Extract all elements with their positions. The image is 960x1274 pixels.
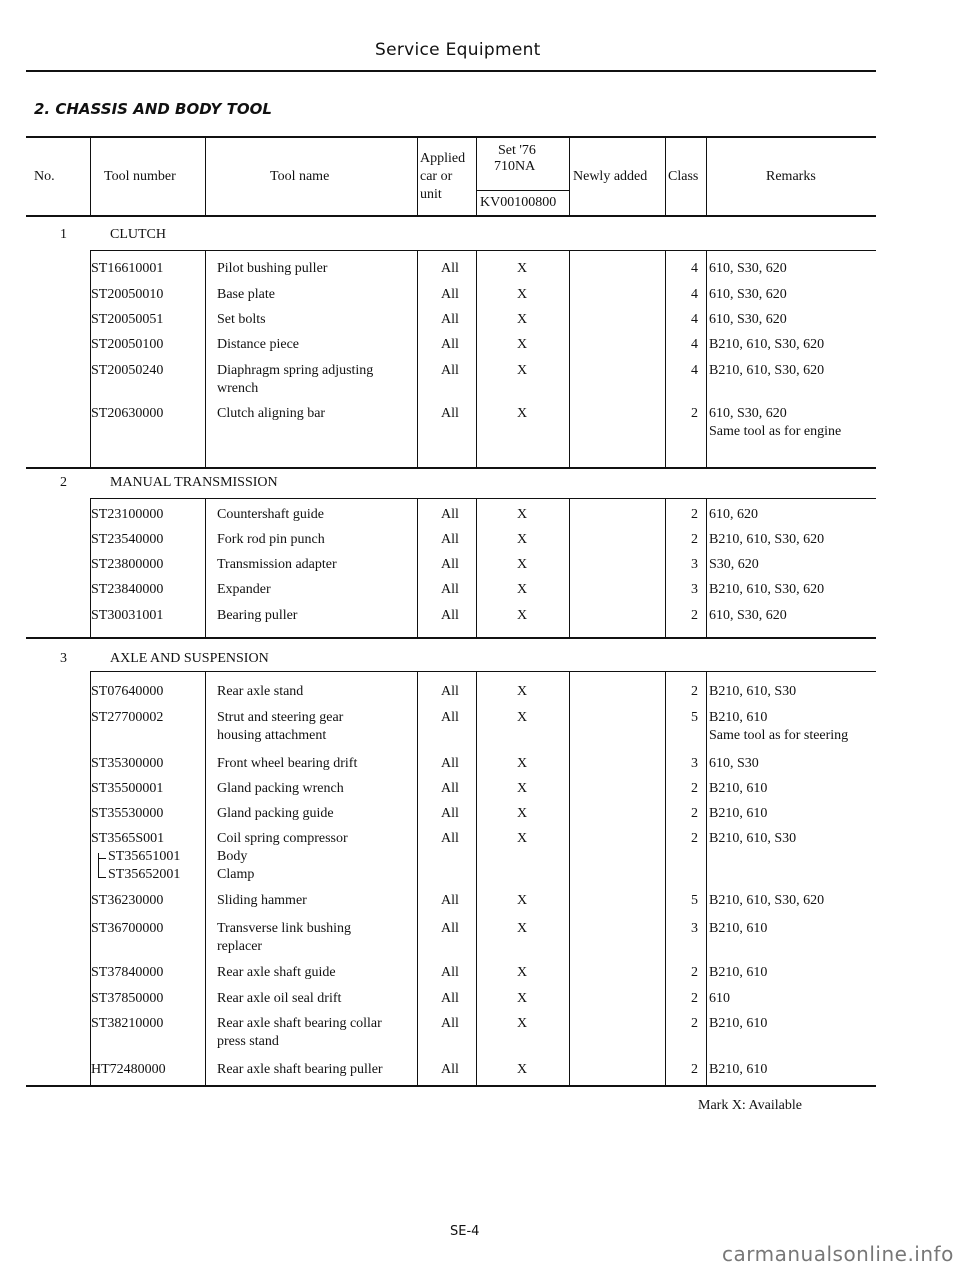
applied-unit: All xyxy=(441,507,459,522)
group-number: 1 xyxy=(60,227,67,242)
applied-unit: All xyxy=(441,337,459,352)
tool-name-line3: Clamp xyxy=(217,867,255,882)
applied-unit: All xyxy=(441,582,459,597)
col-divider xyxy=(665,671,666,1085)
tool-name: Countershaft guide xyxy=(217,507,324,522)
tool-number: ST20050010 xyxy=(91,287,164,302)
class-value: 3 xyxy=(691,756,698,771)
col-divider xyxy=(205,136,206,215)
applied-unit: All xyxy=(441,532,459,547)
class-value: 2 xyxy=(691,965,698,980)
class-value: 3 xyxy=(691,557,698,572)
remarks: B210, 610, S30 xyxy=(709,831,797,846)
tool-number: ST20630000 xyxy=(91,406,164,421)
col-divider xyxy=(706,136,707,215)
col-header-set: Set '76 xyxy=(498,143,536,158)
applied-unit: All xyxy=(441,608,459,623)
col-divider xyxy=(665,136,666,215)
set-mark: X xyxy=(517,557,528,572)
remarks: B210, 610, S30, 620 xyxy=(709,582,825,597)
class-value: 2 xyxy=(691,991,698,1006)
class-value: 2 xyxy=(691,406,698,421)
col-header-tool-name: Tool name xyxy=(270,169,330,184)
col-divider xyxy=(706,498,707,637)
tool-name-line2: wrench xyxy=(217,381,259,396)
applied-unit: All xyxy=(441,921,459,936)
tool-name: Rear axle oil seal drift xyxy=(217,991,342,1006)
applied-unit: All xyxy=(441,710,459,725)
tool-name: Distance piece xyxy=(217,337,300,352)
col-divider xyxy=(417,250,418,467)
applied-unit: All xyxy=(441,991,459,1006)
set-mark: X xyxy=(517,363,528,378)
remarks: 610, S30, 620 xyxy=(709,406,787,421)
col-divider xyxy=(665,250,666,467)
col-divider xyxy=(417,136,418,215)
tool-number: ST23800000 xyxy=(91,557,164,572)
remarks-line2: Same tool as for engine xyxy=(709,424,842,439)
watermark: carmanualsonline.info xyxy=(722,1242,954,1266)
applied-unit: All xyxy=(441,781,459,796)
tool-number: ST23100000 xyxy=(91,507,164,522)
class-value: 2 xyxy=(691,532,698,547)
section-title: 2. CHASSIS AND BODY TOOL xyxy=(34,100,272,118)
class-value: 2 xyxy=(691,684,698,699)
set-mark: X xyxy=(517,781,528,796)
col-divider xyxy=(476,136,477,215)
tool-number: ST20050240 xyxy=(91,363,164,378)
set-mark: X xyxy=(517,312,528,327)
applied-unit: All xyxy=(441,557,459,572)
col-header-applied: Applied xyxy=(420,151,466,166)
tool-name: Set bolts xyxy=(217,312,266,327)
remarks: B210, 610, S30, 620 xyxy=(709,532,825,547)
col-header-remarks: Remarks xyxy=(766,169,816,184)
tool-name: Strut and steering gear xyxy=(217,710,344,725)
legend: Mark X: Available xyxy=(698,1098,802,1113)
col-divider xyxy=(569,136,570,215)
group-2-rule xyxy=(90,498,876,499)
col-header-newly-added: Newly added xyxy=(573,169,648,184)
tool-number-sub: ST35651001 xyxy=(108,849,181,864)
class-value: 4 xyxy=(691,261,698,276)
col-divider xyxy=(569,671,570,1085)
table-top-rule xyxy=(26,136,876,138)
table-bottom-rule xyxy=(26,1085,876,1087)
tree-connector xyxy=(98,853,99,878)
col-divider xyxy=(665,498,666,637)
class-value: 4 xyxy=(691,337,698,352)
applied-unit: All xyxy=(441,261,459,276)
remarks: B210, 610 xyxy=(709,710,768,725)
tool-name: Clutch aligning bar xyxy=(217,406,326,421)
col-divider xyxy=(476,671,477,1085)
group-number: 3 xyxy=(60,651,67,666)
col-divider xyxy=(569,498,570,637)
col-divider xyxy=(569,250,570,467)
tool-name: Sliding hammer xyxy=(217,893,307,908)
group-title: CLUTCH xyxy=(110,227,166,242)
tool-name: Coil spring compressor xyxy=(217,831,348,846)
class-value: 2 xyxy=(691,1062,698,1077)
group-3-rule xyxy=(90,671,876,672)
set-mark: X xyxy=(517,406,528,421)
class-value: 2 xyxy=(691,806,698,821)
col-header-tool-number: Tool number xyxy=(104,169,176,184)
remarks: 610 xyxy=(709,991,730,1006)
tool-number: ST35300000 xyxy=(91,756,164,771)
tool-number: ST36700000 xyxy=(91,921,164,936)
remarks: 610, 620 xyxy=(709,507,758,522)
col-header-applied: car or xyxy=(420,169,453,184)
col-header-applied: unit xyxy=(420,187,442,202)
col-divider xyxy=(90,136,91,215)
applied-unit: All xyxy=(441,684,459,699)
set-mark: X xyxy=(517,1062,528,1077)
class-value: 3 xyxy=(691,582,698,597)
tool-number: ST07640000 xyxy=(91,684,164,699)
class-value: 4 xyxy=(691,363,698,378)
remarks: 610, S30, 620 xyxy=(709,312,787,327)
remarks: 610, S30 xyxy=(709,756,759,771)
applied-unit: All xyxy=(441,1016,459,1031)
class-value: 2 xyxy=(691,781,698,796)
class-value: 5 xyxy=(691,710,698,725)
tool-name: Gland packing guide xyxy=(217,806,334,821)
col-divider xyxy=(417,671,418,1085)
tool-number: ST30031001 xyxy=(91,608,164,623)
tool-number: ST37850000 xyxy=(91,991,164,1006)
class-value: 4 xyxy=(691,287,698,302)
set-mark: X xyxy=(517,893,528,908)
tool-number: ST36230000 xyxy=(91,893,164,908)
tool-name-line2: press stand xyxy=(217,1034,279,1049)
remarks-line2: Same tool as for steering xyxy=(709,728,849,743)
remarks: B210, 610, S30, 620 xyxy=(709,337,825,352)
group-title: MANUAL TRANSMISSION xyxy=(110,475,278,490)
tool-name-line2: replacer xyxy=(217,939,263,954)
tool-name: Transmission adapter xyxy=(217,557,337,572)
applied-unit: All xyxy=(441,363,459,378)
set-mark: X xyxy=(517,991,528,1006)
header-rule xyxy=(26,70,876,72)
group-number: 2 xyxy=(60,475,67,490)
applied-unit: All xyxy=(441,287,459,302)
tool-number: HT72480000 xyxy=(91,1062,166,1077)
remarks: S30, 620 xyxy=(709,557,759,572)
set-mark: X xyxy=(517,831,528,846)
remarks: B210, 610 xyxy=(709,965,768,980)
page-header: Service Equipment xyxy=(375,40,541,60)
tool-name: Fork rod pin punch xyxy=(217,532,325,547)
applied-unit: All xyxy=(441,893,459,908)
set-mark: X xyxy=(517,261,528,276)
set-mark: X xyxy=(517,921,528,936)
tool-number: ST37840000 xyxy=(91,965,164,980)
tool-name: Rear axle shaft guide xyxy=(217,965,336,980)
set-mark: X xyxy=(517,710,528,725)
tool-name: Rear axle shaft bearing collar xyxy=(217,1016,382,1031)
col-header-class: Class xyxy=(668,169,699,184)
col-divider xyxy=(205,498,206,637)
applied-unit: All xyxy=(441,312,459,327)
col-divider xyxy=(205,250,206,467)
col-header-no: No. xyxy=(34,169,55,184)
tool-number: ST20050051 xyxy=(91,312,164,327)
tool-number: ST38210000 xyxy=(91,1016,164,1031)
applied-unit: All xyxy=(441,831,459,846)
tool-number: ST27700002 xyxy=(91,710,164,725)
set-mark: X xyxy=(517,1016,528,1031)
set-mark: X xyxy=(517,608,528,623)
applied-unit: All xyxy=(441,756,459,771)
tool-name: Front wheel bearing drift xyxy=(217,756,358,771)
col-divider xyxy=(417,498,418,637)
class-value: 2 xyxy=(691,831,698,846)
tool-name: Rear axle shaft bearing puller xyxy=(217,1062,383,1077)
class-value: 5 xyxy=(691,893,698,908)
tool-number: ST20050100 xyxy=(91,337,164,352)
tool-number: ST23840000 xyxy=(91,582,164,597)
applied-unit: All xyxy=(441,806,459,821)
set-mark: X xyxy=(517,287,528,302)
set-mark: X xyxy=(517,806,528,821)
tool-number: ST16610001 xyxy=(91,261,164,276)
col-divider xyxy=(706,250,707,467)
remarks: B210, 610, S30 xyxy=(709,684,797,699)
remarks: B210, 610 xyxy=(709,781,768,796)
group-1-rule xyxy=(90,250,876,251)
tool-number-sub: ST35652001 xyxy=(108,867,181,882)
tool-number: ST35530000 xyxy=(91,806,164,821)
group-1-end-rule xyxy=(26,467,876,469)
col-header-set-code: KV00100800 xyxy=(480,195,557,210)
tool-name: Diaphragm spring adjusting xyxy=(217,363,374,378)
class-value: 3 xyxy=(691,921,698,936)
tool-number: ST23540000 xyxy=(91,532,164,547)
group-2-end-rule xyxy=(26,637,876,639)
set-mark: X xyxy=(517,337,528,352)
col-divider xyxy=(476,498,477,637)
tree-connector xyxy=(98,877,106,878)
tool-name: Rear axle stand xyxy=(217,684,304,699)
tool-name-line2: Body xyxy=(217,849,248,864)
tool-name-line2: housing attachment xyxy=(217,728,327,743)
set-mark: X xyxy=(517,532,528,547)
tool-name: Gland packing wrench xyxy=(217,781,344,796)
tool-number: ST3565S001 xyxy=(91,831,165,846)
table-header-rule xyxy=(26,215,876,217)
col-divider xyxy=(90,250,91,467)
tool-name: Transverse link bushing xyxy=(217,921,352,936)
remarks: B210, 610, S30, 620 xyxy=(709,363,825,378)
set-mark: X xyxy=(517,965,528,980)
tool-name: Expander xyxy=(217,582,271,597)
set-mark: X xyxy=(517,507,528,522)
set-mark: X xyxy=(517,756,528,771)
remarks: B210, 610, S30, 620 xyxy=(709,893,825,908)
class-value: 4 xyxy=(691,312,698,327)
page-number: SE-4 xyxy=(450,1224,480,1239)
set-mark: X xyxy=(517,582,528,597)
col-header-set: 710NA xyxy=(494,159,536,174)
applied-unit: All xyxy=(441,1062,459,1077)
tree-connector xyxy=(98,858,106,859)
class-value: 2 xyxy=(691,507,698,522)
remarks: B210, 610 xyxy=(709,1016,768,1031)
col-divider xyxy=(706,671,707,1085)
tool-name: Bearing puller xyxy=(217,608,298,623)
set-code-rule xyxy=(476,190,569,191)
applied-unit: All xyxy=(441,406,459,421)
tool-number: ST35500001 xyxy=(91,781,164,796)
set-mark: X xyxy=(517,684,528,699)
tool-name: Base plate xyxy=(217,287,275,302)
class-value: 2 xyxy=(691,608,698,623)
remarks: 610, S30, 620 xyxy=(709,608,787,623)
group-title: AXLE AND SUSPENSION xyxy=(110,651,269,666)
class-value: 2 xyxy=(691,1016,698,1031)
col-divider xyxy=(205,671,206,1085)
remarks: 610, S30, 620 xyxy=(709,261,787,276)
remarks: 610, S30, 620 xyxy=(709,287,787,302)
applied-unit: All xyxy=(441,965,459,980)
tool-name: Pilot bushing puller xyxy=(217,261,328,276)
remarks: B210, 610 xyxy=(709,921,768,936)
col-divider xyxy=(476,250,477,467)
remarks: B210, 610 xyxy=(709,806,768,821)
remarks: B210, 610 xyxy=(709,1062,768,1077)
